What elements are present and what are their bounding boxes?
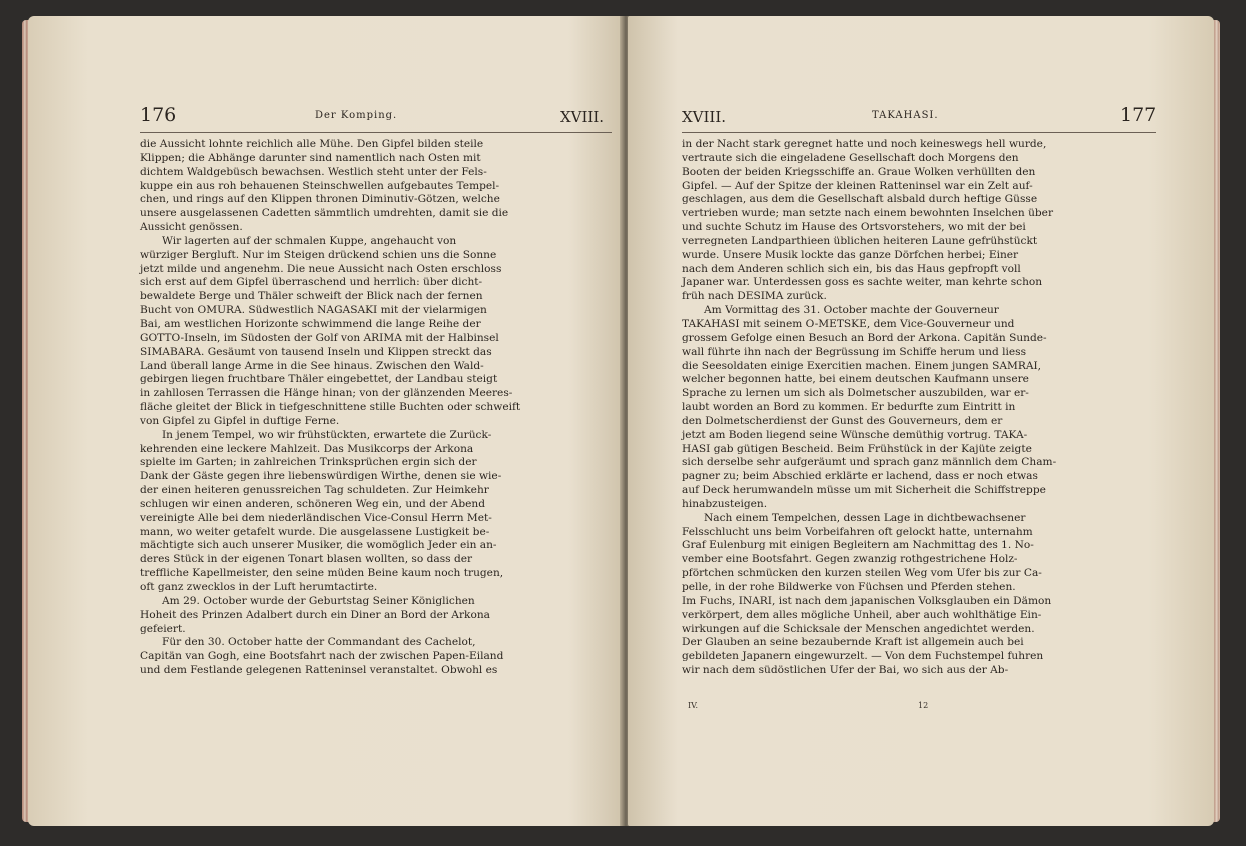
text-line: gebirgen liegen fruchtbare Thäler eingebettet, der Landbau steigt (140, 373, 498, 386)
text-line: In jenem Tempel, wo wir frühstückten, erwartete die Zurück- (162, 428, 492, 441)
text-line: vertrieben wurde; man setzte nach einem bewohnten Inselchen über (682, 207, 1054, 220)
text-line: die Aussicht lohnte reichlich alle Mühe. Den Gipfel bilden steile (140, 138, 484, 150)
text-line: auf Deck herumwandeln müsse um mit Sicherheit die Schiffstreppe (682, 484, 1046, 497)
text-line: Dank der Gäste gegen ihre liebenswürdigen Wirthe, denen sie wie- (140, 470, 502, 483)
text-line: verkörpert, dem alles mögliche Unheil, aber auch wohlthätige Ein- (682, 608, 1042, 621)
text-line: Bai, am westlichen Horizonte schwimmend die lange Reihe der (140, 317, 481, 330)
text-line: Booten der beiden Kriegsschiffe an. Graue Wolken verhüllten den (682, 165, 1036, 178)
text-line: Felsschlucht uns beim Vorbeifahren oft gelockt hatte, unternahm (682, 525, 1033, 538)
book-spread (22, 6, 1222, 836)
text-line: pförtchen schmücken den kurzen steilen Weg vom Ufer bis zur Ca- (682, 567, 1042, 580)
text-line: und dem Festlande gelegenen Ratteninsel veranstaltet. Obwohl es (140, 664, 498, 677)
left-page-body (140, 138, 612, 678)
text-line: fläche gleitet der Blick in tiefgeschnittene stille Buchten oder schweift (140, 401, 521, 414)
text-line: Der Glauben an seine bezaubernde Kraft ist allgemein auch bei (682, 636, 1024, 649)
text-line: jetzt milde und angenehm. Die neue Aussicht nach Osten erschloss (140, 262, 502, 275)
right-page-body (682, 138, 1156, 678)
text-line: Capitän van Gogh, eine Bootsfahrt nach der zwischen Papen-Eiland (140, 650, 504, 663)
text-line: sich derselbe sehr aufgeräumt und sprach ganz männlich dem Cham- (682, 456, 1057, 469)
text-line: vertraute sich die eingeladene Gesellschaft doch Morgens den (682, 151, 1019, 164)
text-line: mächtigte sich auch unserer Musiker, die womöglich Jeder ein an- (140, 539, 497, 552)
text-line: und suchte Schutz im Hause des Ortsvorstehers, wo mit der bei (682, 221, 1026, 234)
text-line: SIMABARA. Gesäumt von tausend Inseln und Klippen streckt das (140, 345, 492, 358)
text-line: den Dolmetscherdienst der Gunst des Gouverneurs, dem er (682, 414, 1003, 427)
text-line: von Gipfel zu Gipfel in duftige Ferne. (140, 414, 340, 427)
text-line: Nach einem Tempelchen, dessen Lage in dichtbewachsener (704, 511, 1026, 524)
text-line: pelle, in der rohe Bildwerke von Füchsen und Pferden stehen. (682, 581, 1016, 593)
text-line: dichtem Waldgebüsch bewachsen. Westlich steht unter der Fels- (140, 165, 487, 178)
text-line: grossem Gefolge einen Besuch an Bord der Arkona. Capitän Sunde- (682, 331, 1047, 344)
text-line: pagner zu; beim Abschied erklärte er lachend, dass er noch etwas (682, 470, 1038, 483)
text-line: GOTTO-Inseln, im Südosten der Golf von ARIMA mit der Halbinsel (140, 331, 499, 344)
text-line: geschlagen, aus dem die Gesellschaft alsbald durch heftige Güsse (682, 193, 1038, 206)
text-line: würziger Bergluft. Nur im Steigen drückend schien uns die Sonne (140, 248, 497, 261)
text-line: vereinigte Alle bei dem niederländischen Vice-Consul Herrn Met- (140, 511, 492, 524)
running-title: TAKAHASI. (872, 110, 939, 121)
text-line: Aussicht genössen. (140, 221, 243, 234)
text-line: Wir lagerten auf der schmalen Kuppe, angehaucht von (162, 234, 457, 247)
text-line: gefeiert. (140, 622, 186, 635)
chapter-number: XVIII. (560, 108, 605, 126)
text-line: laubt worden an Bord zu kommen. Er bedurfte zum Eintritt in (682, 401, 1016, 414)
text-line: Land überall lange Arme in die See hinaus. Zwischen den Wald- (140, 359, 484, 372)
text-line: früh nach DESIMA zurück. (682, 290, 827, 303)
text-line: schlugen wir einen anderen, schöneren Weg ein, und der Abend (140, 497, 485, 510)
page-number: 177 (1120, 104, 1157, 126)
right-page (628, 16, 1214, 826)
text-line: in der Nacht stark geregnet hatte und noch keineswegs hell wurde, (682, 138, 1047, 150)
text-line: nach dem Anderen schlich sich ein, bis das Haus gepfropft voll (682, 262, 1021, 275)
header-rule (140, 132, 612, 133)
text-line: Bucht von OMURA. Südwestlich NAGASAKI mit der vielarmigen (140, 304, 487, 317)
text-line: chen, und rings auf den Klippen thronen Diminutiv-Götzen, welche (140, 193, 500, 206)
text-line: spielte im Garten; in zahlreichen Trinksprüchen ergin sich der (140, 456, 477, 469)
sheet-number: 12 (918, 701, 929, 710)
text-line: oft ganz zwecklos in der Luft herumtactirte. (140, 581, 378, 593)
signature-mark: IV. (688, 701, 699, 710)
text-line: der einen heiteren genussreichen Tag schuldeten. Zur Heimkehr (140, 484, 489, 497)
text-line: vember eine Bootsfahrt. Gegen zwanzig rothgestrichene Holz- (682, 553, 1018, 566)
header-rule (682, 132, 1156, 133)
text-line: HASI gab gütigen Bescheid. Beim Frühstück in der Kajüte zeigte (682, 442, 1032, 455)
text-line: Am Vormittag des 31. October machte der Gouverneur (704, 304, 999, 317)
text-line: Sprache zu lernen um sich als Dolmetscher auszubilden, war er- (682, 387, 1029, 400)
text-line: Graf Eulenburg mit einigen Begleitern am Nachmittag des 1. No- (682, 539, 1034, 552)
text-line: verregneten Landparthieen üblichen heiteren Laune gefrühstückt (682, 234, 1038, 247)
text-line: bewaldete Berge und Thäler schweift der Blick nach der fernen (140, 290, 483, 303)
text-line: wir nach dem südöstlichen Ufer der Bai, wo sich aus der Ab- (682, 664, 1009, 677)
text-line: wirkungen auf die Schicksale der Menschen angedichtet werden. (682, 622, 1035, 635)
text-line: wall führte ihn nach der Begrüssung im Schiffe herum und liess (682, 345, 1027, 358)
text-line: hinabzusteigen. (682, 497, 768, 510)
text-line: gebildeten Japanern eingewurzelt. — Von dem Fuchstempel fuhren (682, 650, 1044, 663)
text-line: kuppe ein aus roh behauenen Steinschwellen aufgebautes Tempel- (140, 179, 500, 192)
text-line: Klippen; die Abhänge darunter sind namentlich nach Osten mit (140, 151, 481, 164)
text-line: die Seesoldaten einige Exercitien machen. Einem jungen SAMRAI, (682, 359, 1042, 372)
text-line: Im Fuchs, INARI, ist nach dem japanischen Volksglauben ein Dämon (682, 594, 1052, 607)
text-line: sich erst auf dem Gipfel überraschend und herrlich: über dicht- (140, 276, 483, 289)
text-line: kehrenden eine leckere Mahlzeit. Das Musikcorps der Arkona (140, 442, 474, 455)
page-number: 176 (140, 104, 177, 126)
text-line: Gipfel. — Auf der Spitze der kleinen Ratteninsel war ein Zelt auf- (682, 179, 1033, 192)
text-line: Japaner war. Unterdessen goss es sachte weiter, man kehrte schon (682, 276, 1043, 289)
text-line: jetzt am Boden liegend seine Wünsche demüthig vortrug. TAKA- (682, 428, 1028, 441)
left-page (28, 16, 624, 826)
text-line: deres Stück in der eigenen Tonart blasen wollten, so dass der (140, 553, 473, 566)
text-line: treffliche Kapellmeister, den seine müden Beine kaum noch trugen, (140, 567, 504, 580)
text-line: Hoheit des Prinzen Adalbert durch ein Diner an Bord der Arkona (140, 608, 490, 621)
text-line: mann, wo weiter getafelt wurde. Die ausgelassene Lustigkeit be- (140, 525, 490, 538)
text-line: Am 29. October wurde der Geburtstag Seiner Königlichen (162, 594, 475, 607)
text-line: unsere ausgelassenen Cadetten sämmtlich umdrehten, damit sie die (140, 207, 509, 220)
text-line: TAKAHASI mit seinem O-METSKE, dem Vice-Gouverneur und (682, 317, 1015, 330)
text-line: Für den 30. October hatte der Commandant des Cachelot, (162, 636, 476, 649)
text-line: in zahllosen Terrassen die Hänge hinan; von der glänzenden Meeres- (140, 387, 513, 400)
text-line: welcher begonnen hatte, bei einem deutschen Kaufmann unsere (682, 373, 1029, 386)
text-line: wurde. Unsere Musik lockte das ganze Dörfchen herbei; Einer (682, 248, 1019, 261)
chapter-number: XVIII. (682, 108, 727, 126)
running-title: Der Komping. (315, 110, 398, 121)
